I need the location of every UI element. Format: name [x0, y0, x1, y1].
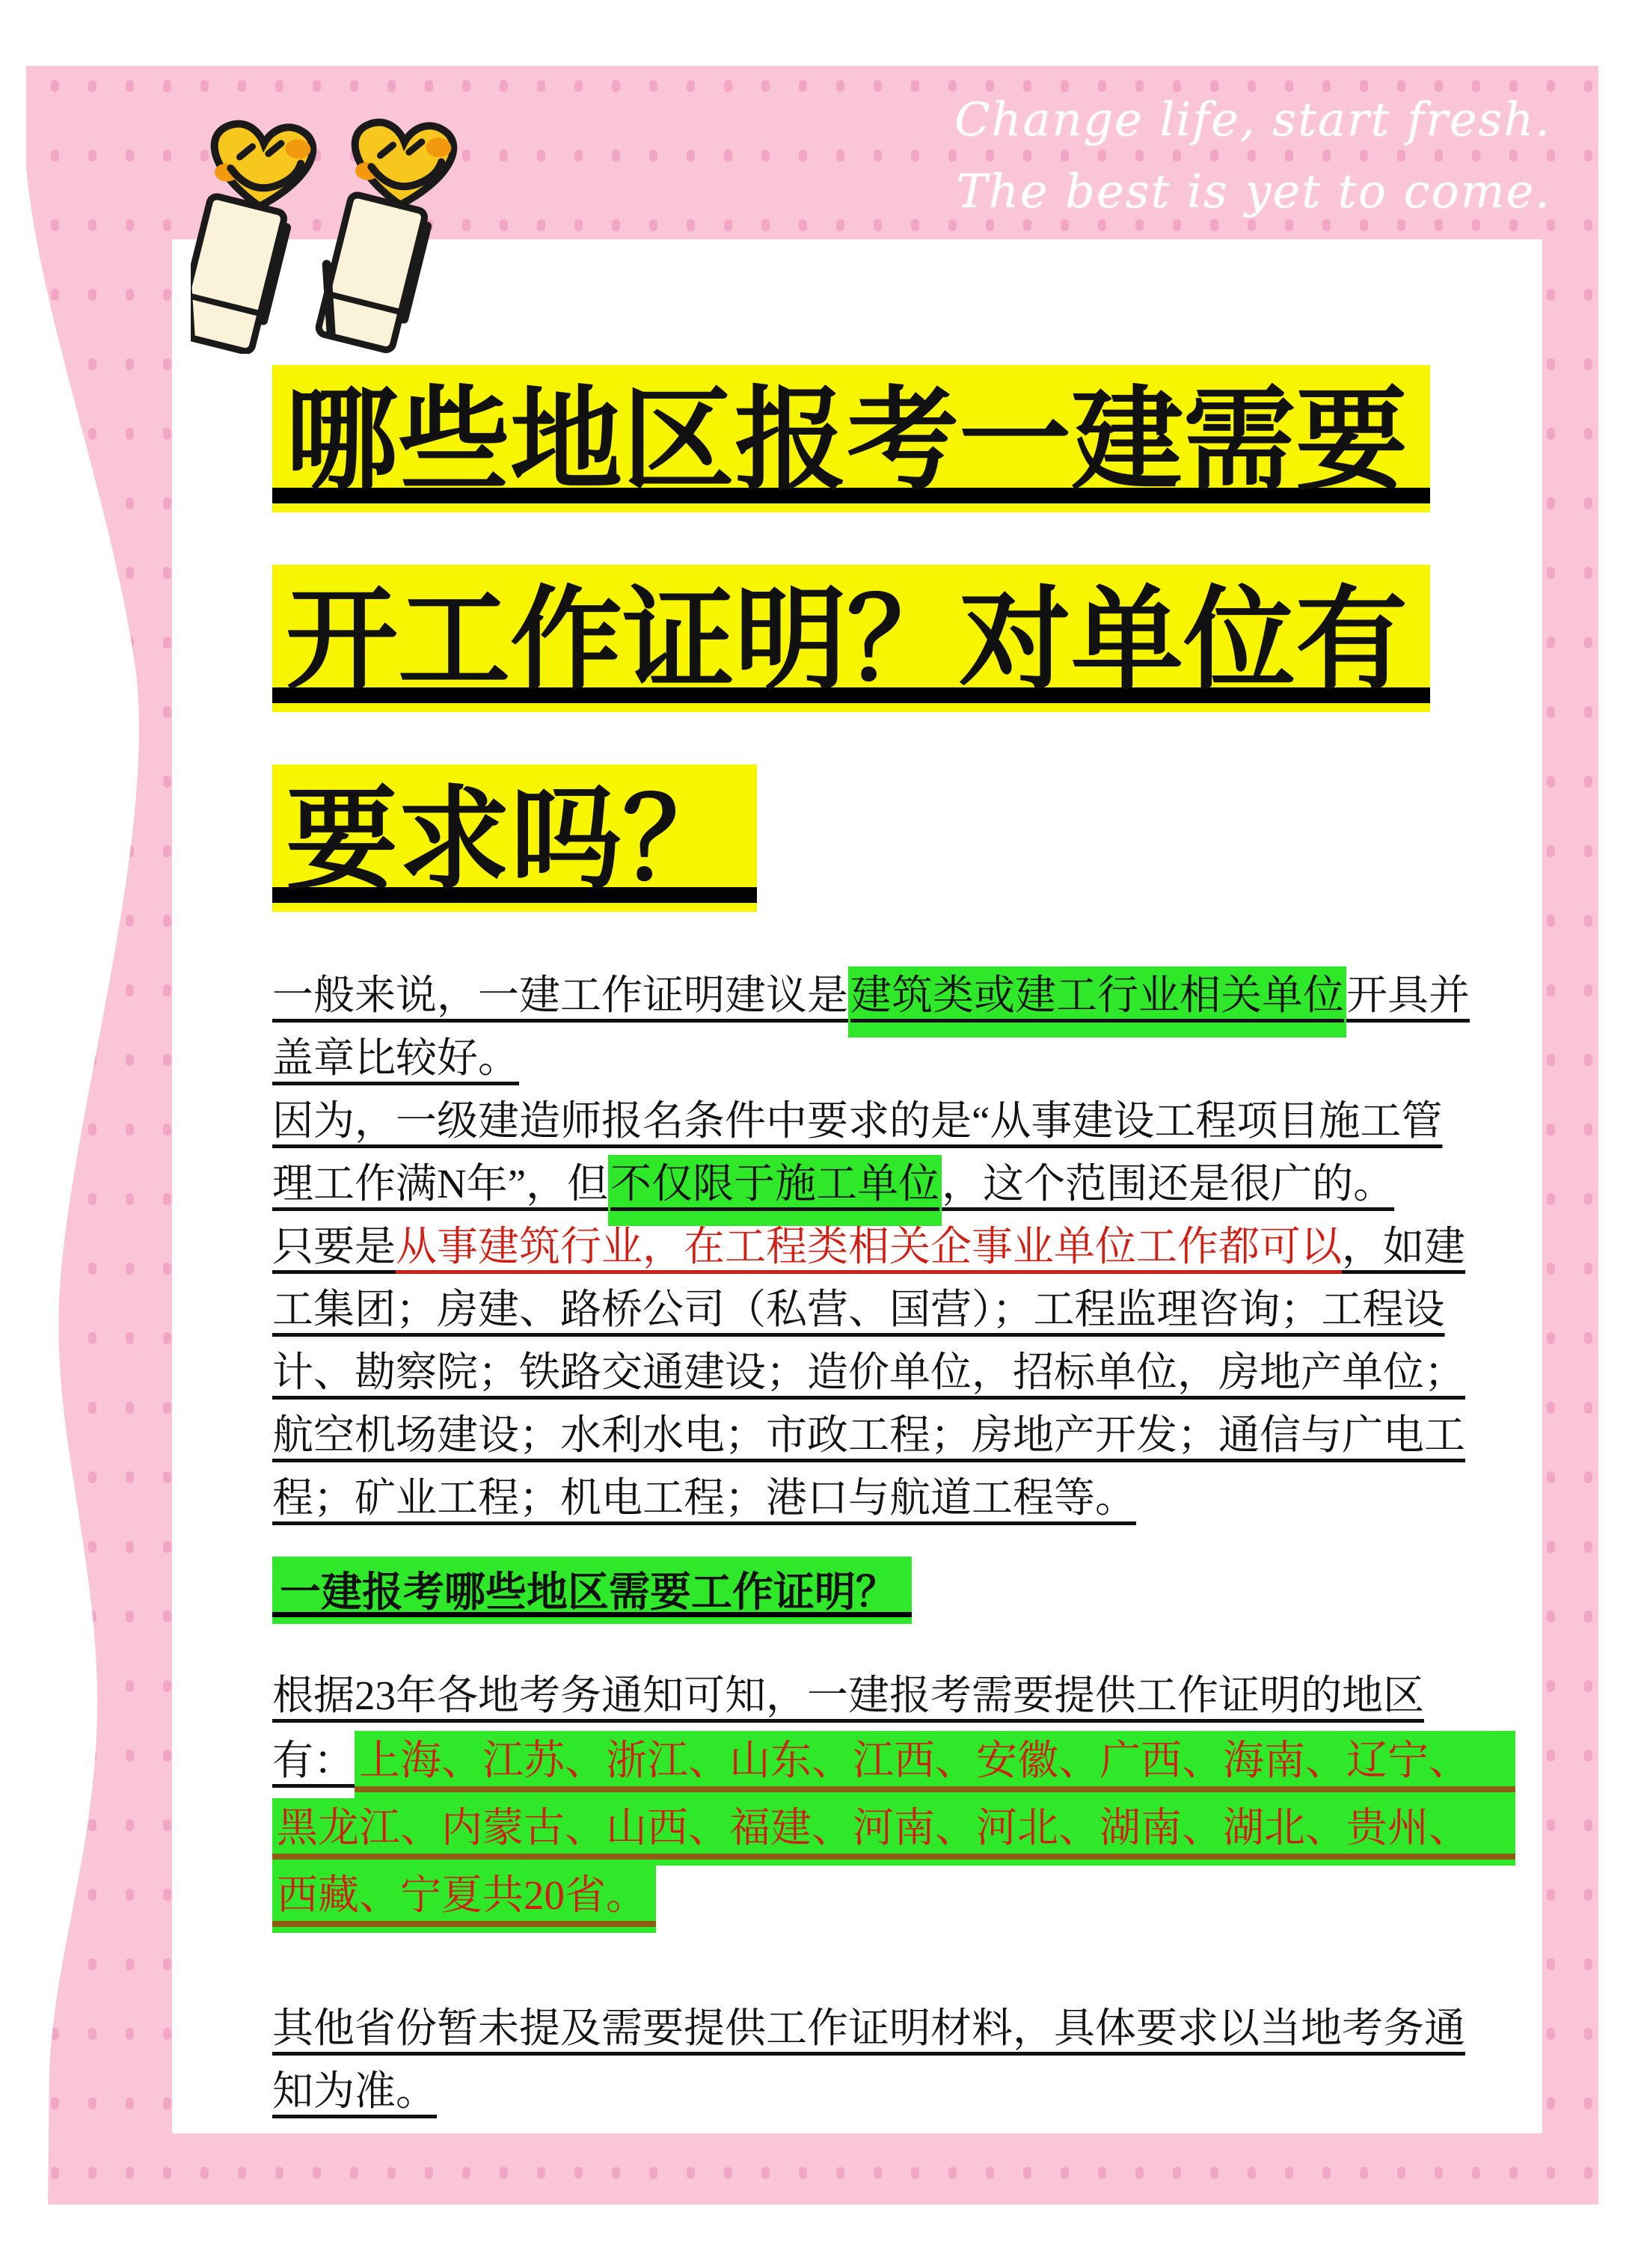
headline [272, 365, 1515, 912]
provinces-paragraph [272, 1664, 1515, 1933]
body-line [272, 1727, 1515, 1798]
province-list-highlight: 黑龙江、内蒙古、山西、福建、河南、河北、湖南、湖北、贵州、 [272, 1798, 1515, 1866]
heart-smiley-clip-icon [310, 120, 455, 353]
province-list-highlight: 上海、江苏、浙江、山东、江西、安徽、广西、海南、辽宁、 [355, 1731, 1515, 1798]
text-segment: 计、勘察院；铁路交通建设；造价单位，招标单位，房地产单位； [272, 1349, 1466, 1395]
closing-paragraph [272, 1997, 1515, 2123]
text-segment: 只要是 [272, 1224, 396, 1269]
text-segment: ，如建 [1342, 1224, 1466, 1269]
text-segment: 知为准。 [272, 2068, 438, 2114]
red-text-segment: 从事建筑行业，在工程类相关企事业单位工作都可以 [396, 1224, 1343, 1269]
heart-smiley-clip-icon [191, 122, 314, 354]
green-highlight-segment: 不仅限于施工单位 [608, 1155, 942, 1226]
body-line [272, 1404, 1515, 1467]
body-line [272, 1278, 1515, 1341]
text-segment: 航空机场建设；水利水电；市政工程；房地产开发；通信与广电工 [272, 1412, 1466, 1458]
text-segment: 其他省份暂未提及需要提供工作证明材料，具体要求以当地考务通 [272, 2005, 1466, 2051]
body-line [272, 1216, 1515, 1278]
text-segment: 程；矿业工程；机电工程；港口与航道工程等。 [272, 1475, 1137, 1521]
decorative-quote [954, 84, 1551, 227]
headline-line-2: 开工作证明？对单位有 [272, 565, 1430, 712]
body-line [272, 1467, 1515, 1530]
text-segment: ，这个范围还是很广的。 [942, 1161, 1395, 1207]
text-segment: 理工作满N年”，但 [272, 1161, 609, 1207]
body-line [272, 1997, 1515, 2060]
heart-smiley-clips-illustration [191, 96, 520, 354]
body-line [272, 1798, 1515, 1866]
quote-line-1: Change life, start fresh. [954, 92, 1551, 147]
body-line [272, 1153, 1515, 1216]
headline-line-3: 要求吗？ [272, 764, 757, 912]
text-segment: 有： [272, 1738, 355, 1783]
body-line [272, 964, 1515, 1027]
section-header: 一建报考哪些地区需要工作证明？ [272, 1557, 912, 1624]
text-segment: 工集团；房建、路桥公司（私营、国营）；工程监理咨询；工程设 [272, 1287, 1445, 1332]
body-line [272, 1090, 1515, 1153]
body-line [272, 2060, 1515, 2123]
text-segment: 根据23年各地考务通知可知，一建报考需要提供工作证明的地区 [272, 1673, 1425, 1718]
text-segment: 一般来说，一建工作证明建议是 [272, 972, 849, 1018]
headline-line-1: 哪些地区报考一建需要 [272, 365, 1430, 512]
body-line [272, 1664, 1515, 1727]
body-line [272, 1341, 1515, 1404]
quote-line-2: The best is yet to come. [956, 164, 1551, 218]
text-segment: 因为，一级建造师报名条件中要求的是“从事建设工程项目施工管 [272, 1098, 1443, 1144]
province-list-highlight: 西藏、宁夏共20省。 [272, 1866, 656, 1933]
text-segment: 开具并 [1346, 972, 1470, 1018]
body-line [272, 1866, 1515, 1933]
body-text [272, 964, 1515, 2123]
green-highlight-segment: 建筑类或建工行业相关单位 [848, 966, 1346, 1038]
section-header-row [272, 1557, 1515, 1624]
text-segment: 盖章比较好。 [272, 1035, 520, 1081]
content-card [172, 239, 1542, 2133]
